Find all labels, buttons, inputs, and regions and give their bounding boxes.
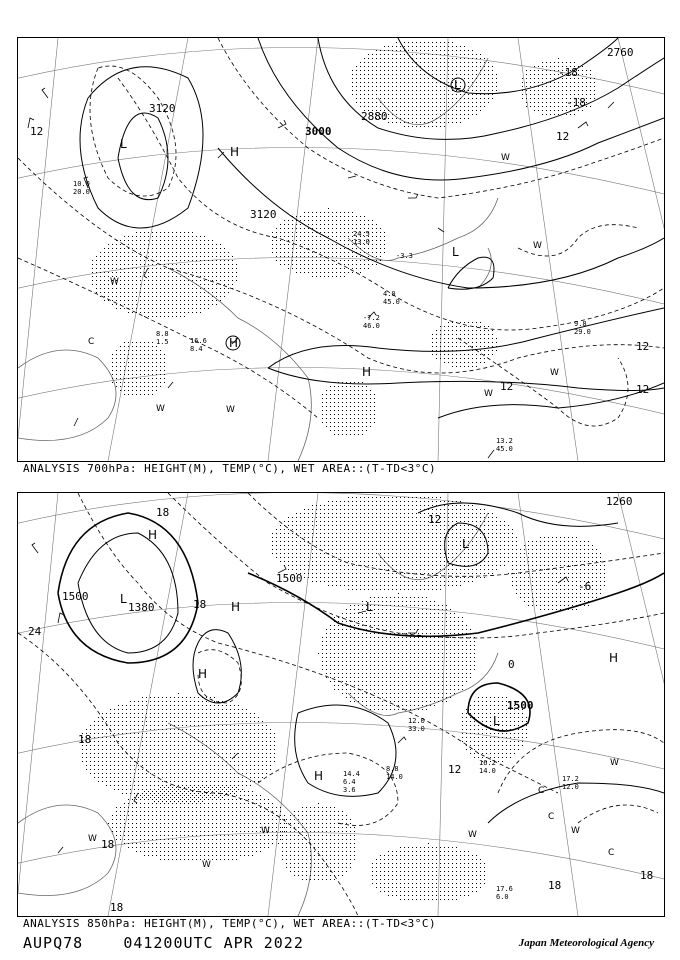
warm-marker: W: [88, 834, 97, 844]
warm-marker: W: [533, 241, 542, 251]
temp-label: 18: [156, 506, 170, 519]
low-center: L: [452, 245, 459, 259]
station-value: 16.2: [479, 759, 496, 767]
chart-identifier: [23, 934, 304, 952]
valid-time: 041200UTC APR 2022: [123, 934, 304, 952]
isotherms: [18, 493, 664, 916]
station-value: -3.3: [396, 252, 413, 260]
station-value: 10.0: [73, 180, 90, 188]
temp-label: 12: [30, 125, 44, 138]
warm-marker: W: [550, 368, 559, 378]
height-label: 2880: [361, 110, 388, 123]
station-value: 13.0: [353, 238, 370, 246]
wet-area-dots: [92, 42, 595, 435]
temp-label: 18: [101, 838, 115, 851]
station-value: 9.8: [574, 320, 587, 328]
high-center: H: [314, 769, 324, 783]
height-label: 1500: [276, 572, 303, 585]
warm-marker: W: [110, 277, 119, 287]
station-value: 20.0: [73, 188, 90, 196]
warm-marker: W: [202, 860, 211, 870]
station-value: 17.2: [562, 775, 579, 783]
station-value: 8.4: [190, 345, 203, 353]
temp-label: 18: [78, 733, 92, 746]
temp-label: 18: [548, 879, 562, 892]
low-center: L: [120, 592, 127, 606]
temp-label: 12: [556, 130, 570, 143]
height-label: 3000: [305, 125, 332, 138]
wind-barbs: [32, 543, 568, 853]
station-value: 46.0: [363, 322, 380, 330]
station-value: 45.0: [496, 445, 513, 453]
station-value: 16.6: [190, 337, 207, 345]
map-panel-850hpa: [17, 492, 665, 917]
temp-label: 18: [110, 901, 124, 914]
chart-caption-850hpa: ANALYSIS 850hPa: HEIGHT(M), TEMP(°C), WET AREA::(T-TD<3°C): [23, 917, 437, 930]
low-center: L: [462, 537, 469, 551]
temp-label: 12: [448, 763, 462, 776]
warm-marker: W: [484, 389, 493, 399]
high-center: H: [362, 365, 372, 379]
temp-label: 12: [500, 380, 514, 393]
temp-label: -18: [566, 96, 586, 109]
high-center: H: [198, 667, 208, 681]
height-label: 3120: [149, 102, 176, 115]
station-value: 14.0: [386, 773, 403, 781]
warm-marker: W: [261, 826, 270, 836]
warm-marker: W: [468, 830, 477, 840]
warm-marker: W: [571, 826, 580, 836]
height-labels: [30, 46, 649, 396]
graticule: [18, 493, 664, 916]
cold-marker: C: [608, 848, 615, 858]
map-700hpa-svg: [18, 38, 664, 461]
temp-label: 12: [636, 340, 650, 353]
height-label: 1380: [128, 601, 155, 614]
station-value: 1.5: [156, 338, 169, 346]
low-center: L: [454, 78, 461, 92]
temp-label: 12: [636, 383, 650, 396]
high-center: H: [229, 336, 239, 350]
station-value: 29.0: [574, 328, 591, 336]
station-value: 17.6: [496, 885, 513, 893]
agency-credit: Japan Meteorological Agency: [518, 937, 654, 949]
cold-marker: C: [548, 812, 555, 822]
coastlines: [18, 513, 498, 916]
warm-marker: W: [501, 153, 510, 163]
height-label: 2760: [607, 46, 634, 59]
temp-label: 18: [640, 869, 654, 882]
warm-marker: W: [226, 405, 235, 415]
temp-label: 18: [193, 598, 207, 611]
low-center: L: [493, 714, 500, 728]
product-code: AUPQ78: [23, 934, 84, 952]
low-center: L: [366, 600, 373, 614]
map-850hpa-svg: [18, 493, 664, 916]
pressure-systems: [88, 528, 619, 870]
station-value: 33.0: [408, 725, 425, 733]
station-value: 3.6: [343, 786, 356, 794]
temp-label: -6: [578, 580, 592, 593]
station-value: 13.2: [496, 437, 513, 445]
high-center: H: [231, 600, 241, 614]
temp-label: 12: [428, 513, 442, 526]
station-value: 24.5: [353, 230, 370, 238]
temp-label: 0: [508, 658, 515, 671]
temp-label: 24: [28, 625, 42, 638]
high-center: H: [148, 528, 158, 542]
high-center: H: [230, 145, 240, 159]
height-label: 1500: [62, 590, 89, 603]
station-value: -7.2: [363, 314, 380, 322]
height-label: 1260: [606, 495, 633, 508]
low-center: L: [120, 137, 127, 151]
height-label: 1500: [507, 699, 534, 712]
warm-marker: W: [610, 758, 619, 768]
height-label: 3120: [250, 208, 277, 221]
station-value: 6.4: [343, 778, 356, 786]
temp-label: -18: [558, 66, 578, 79]
station-value: 14.0: [479, 767, 496, 775]
high-center: H: [609, 651, 619, 665]
map-panel-700hpa: [17, 37, 665, 462]
station-value: 4.0: [383, 290, 396, 298]
station-value: 12.0: [408, 717, 425, 725]
station-value: 45.0: [383, 298, 400, 306]
cold-marker: C: [88, 337, 95, 347]
station-value: 6.0: [496, 893, 509, 901]
station-value: 14.4: [343, 770, 360, 778]
station-value: 8.8: [386, 765, 399, 773]
chart-caption-700hpa: ANALYSIS 700hPa: HEIGHT(M), TEMP(°C), WET AREA::(T-TD<3°C): [23, 462, 437, 475]
warm-marker: W: [156, 404, 165, 414]
station-plots: [73, 180, 591, 453]
cold-marker: C: [538, 786, 545, 796]
station-value: 12.0: [562, 783, 579, 791]
station-value: 8.8: [156, 330, 169, 338]
station-plots: [343, 717, 579, 901]
